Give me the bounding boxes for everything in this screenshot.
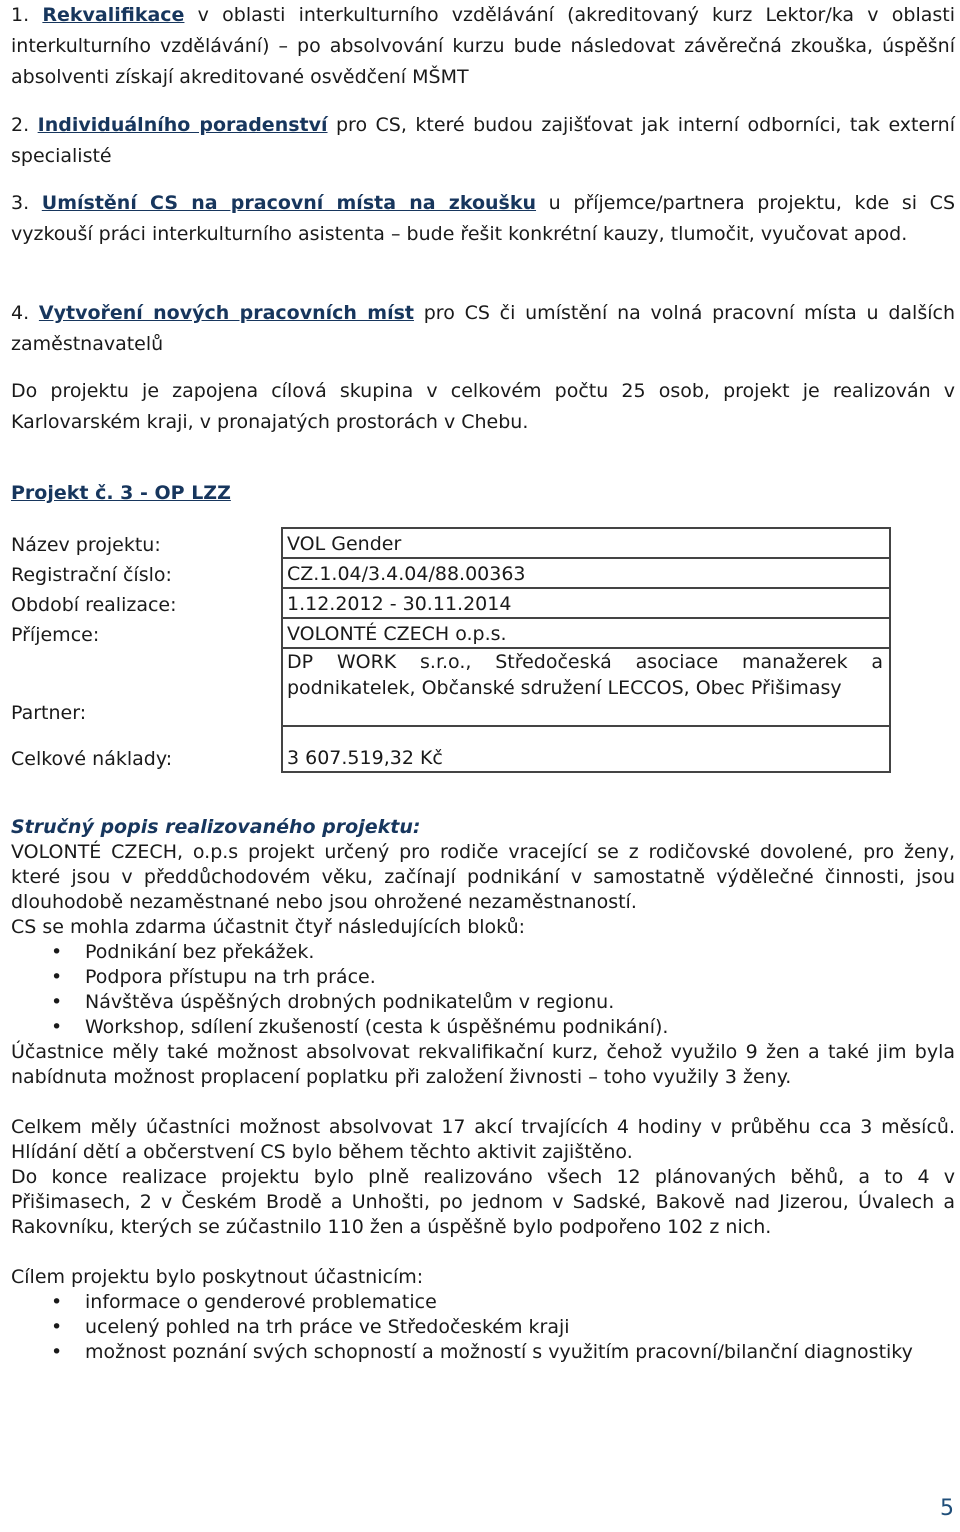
table-row xyxy=(11,618,890,648)
reg-label: Registrační číslo: xyxy=(11,564,172,586)
item-text: v oblasti interkulturního vzdělávání (akreditovaný kurz Lektor/ka v oblasti interkulturního vzdělávání) – po absolvování kurzu bude následovat závěrečná zkouška, úspěšní absolventi získají akreditované osvědčení MŠMT xyxy=(11,4,955,88)
list-item: • Workshop, sdílení zkušeností (cesta k úspěšnému podnikání). xyxy=(11,1015,955,1040)
list-item: • Podpora přístupu na trh práce. xyxy=(11,965,955,990)
project-title: Projekt č. 3 - OP LZZ xyxy=(11,482,231,504)
item-lead: Vytvoření nových pracovních míst xyxy=(38,302,414,324)
table-row xyxy=(11,558,890,588)
blocks-list xyxy=(11,940,955,1040)
runs-paragraph: Do konce realizace projektu bylo plně realizováno všech 12 plánovaných běhů, a to 4 v Přišimasech, 2 v Českém Brodě a Unhošti, po jednom v Sadské, Bakově nad Jizerou, Úvalech a Rakovníku, kterých se zúčastnilo 110 žen a úspěšně bylo podpořeno 102 z nich. xyxy=(11,1166,955,1238)
goals-list xyxy=(11,1290,955,1365)
project-info-table xyxy=(11,527,891,773)
summary-paragraph: Do projektu je zapojena cílová skupina v celkovém počtu 25 osob, projekt je realizován v Karlovarském kraji, v pronajatých prostorách v Chebu. xyxy=(11,380,955,433)
partner-value: DP WORK s.r.o., Středočeská asociace manažerek a podnikatelek, Občanské sdružení LECCOS, Obec Přišimasy xyxy=(282,648,890,726)
blocks-intro: CS se mohla zdarma účastnit čtyř následujících bloků: xyxy=(11,916,526,938)
period-value: 1.12.2012 - 30.11.2014 xyxy=(282,588,890,618)
item-text: pro CS či umístění na volná pracovní místa u dalších zaměstnavatelů xyxy=(11,302,956,355)
project-description xyxy=(11,814,955,1365)
description-title: Stručný popis realizovaného projektu: xyxy=(11,816,421,838)
list-item-prace: 4. Vytvoření nových pracovních míst pro CS či umístění na volná pracovní místa u dalších zaměstnavatelů xyxy=(11,302,956,355)
period-label: Období realizace: xyxy=(11,594,177,616)
list-item: • možnost poznání svých schopností a možností s využitím pracovní/bilanční diagnostiky xyxy=(11,1340,955,1365)
item-text: pro CS, které budou zajišťovat jak interní odborníci, tak externí specialisté xyxy=(11,114,955,167)
requalification-paragraph: Účastnice měly také možnost absolvovat rekvalifikační kurz, čehož využilo 9 žen a také jim byla nabídnuta možnost proplacení poplatku při založení živnosti – toho využily 3 ženy. xyxy=(11,1041,955,1088)
name-value: VOL Gender xyxy=(282,528,890,558)
name-label: Název projektu: xyxy=(11,534,161,556)
item-lead: Umístění CS na pracovní místa na zkoušku xyxy=(41,192,537,214)
table-row xyxy=(11,588,890,618)
description-intro: VOLONTÉ CZECH, o.p.s projekt určený pro rodiče vracející se z rodičovské dovolené, pro ženy, které jsou v předdůchodovém věku, začínají podnikání v samostatně výdělečné činnosti, jsou dlouhodobě nezaměstnané nebo jsou ohrožené nezaměstnaností. xyxy=(11,841,955,913)
recipient-value: VOLONTÉ CZECH o.p.s. xyxy=(282,618,890,648)
goal-intro: Cílem projektu bylo poskytnout účastnicím: xyxy=(11,1266,424,1288)
cost-value: 3 607.519,32 Kč xyxy=(282,726,890,772)
table-row xyxy=(11,726,890,772)
page-number: 5 xyxy=(940,1496,954,1521)
list-item-rekvalifikace: 1. Rekvalifikace v oblasti interkulturního vzdělávání (akreditovaný kurz Lektor/ka v oblasti interkulturního vzdělávání) – po absolvování kurzu bude následovat závěrečná zkouška, úspěšní absolventi získají akreditované osvědčení MŠMT xyxy=(11,4,955,88)
list-item-umisteni: 3. Umístění CS na pracovní místa na zkoušku u příjemce/partnera projektu, kde si CS vyzkouší práci interkulturního asistenta – bude řešit konkrétní kauzy, tlumočit, vyučovat apod. xyxy=(11,192,955,245)
list-item: • informace o genderové problematice xyxy=(11,1290,955,1315)
list-item: • Podnikání bez překážek. xyxy=(11,940,955,965)
list-item: • ucelený pohled na trh práce ve Středočeském kraji xyxy=(11,1315,955,1340)
total-paragraph: Celkem měly účastníci možnost absolvovat 17 akcí trvajících 4 hodiny v průběhu cca 3 měsíců. Hlídání dětí a občerstvení CS bylo během těchto aktivit zajištěno. xyxy=(11,1116,955,1163)
item-lead: Individuálního poradenství xyxy=(37,114,328,136)
item-text: u příjemce/partnera projektu, kde si CS vyzkouší práci interkulturního asistenta – bude řešit konkrétní kauzy, tlumočit, vyučovat apod. xyxy=(11,192,955,245)
item-lead: Rekvalifikace xyxy=(42,4,185,26)
cost-label: Celkové náklady: xyxy=(11,748,173,770)
table-row xyxy=(11,648,890,726)
list-item: • Návštěva úspěšných drobných podnikatelům v regionu. xyxy=(11,990,955,1015)
list-item-poradenstvi: 2. Individuálního poradenství pro CS, které budou zajišťovat jak interní odborníci, tak externí specialisté xyxy=(11,114,955,167)
recipient-label: Příjemce: xyxy=(11,624,100,646)
reg-value: CZ.1.04/3.4.04/88.00363 xyxy=(282,558,890,588)
table-row xyxy=(11,528,890,558)
partner-label: Partner: xyxy=(11,702,87,724)
